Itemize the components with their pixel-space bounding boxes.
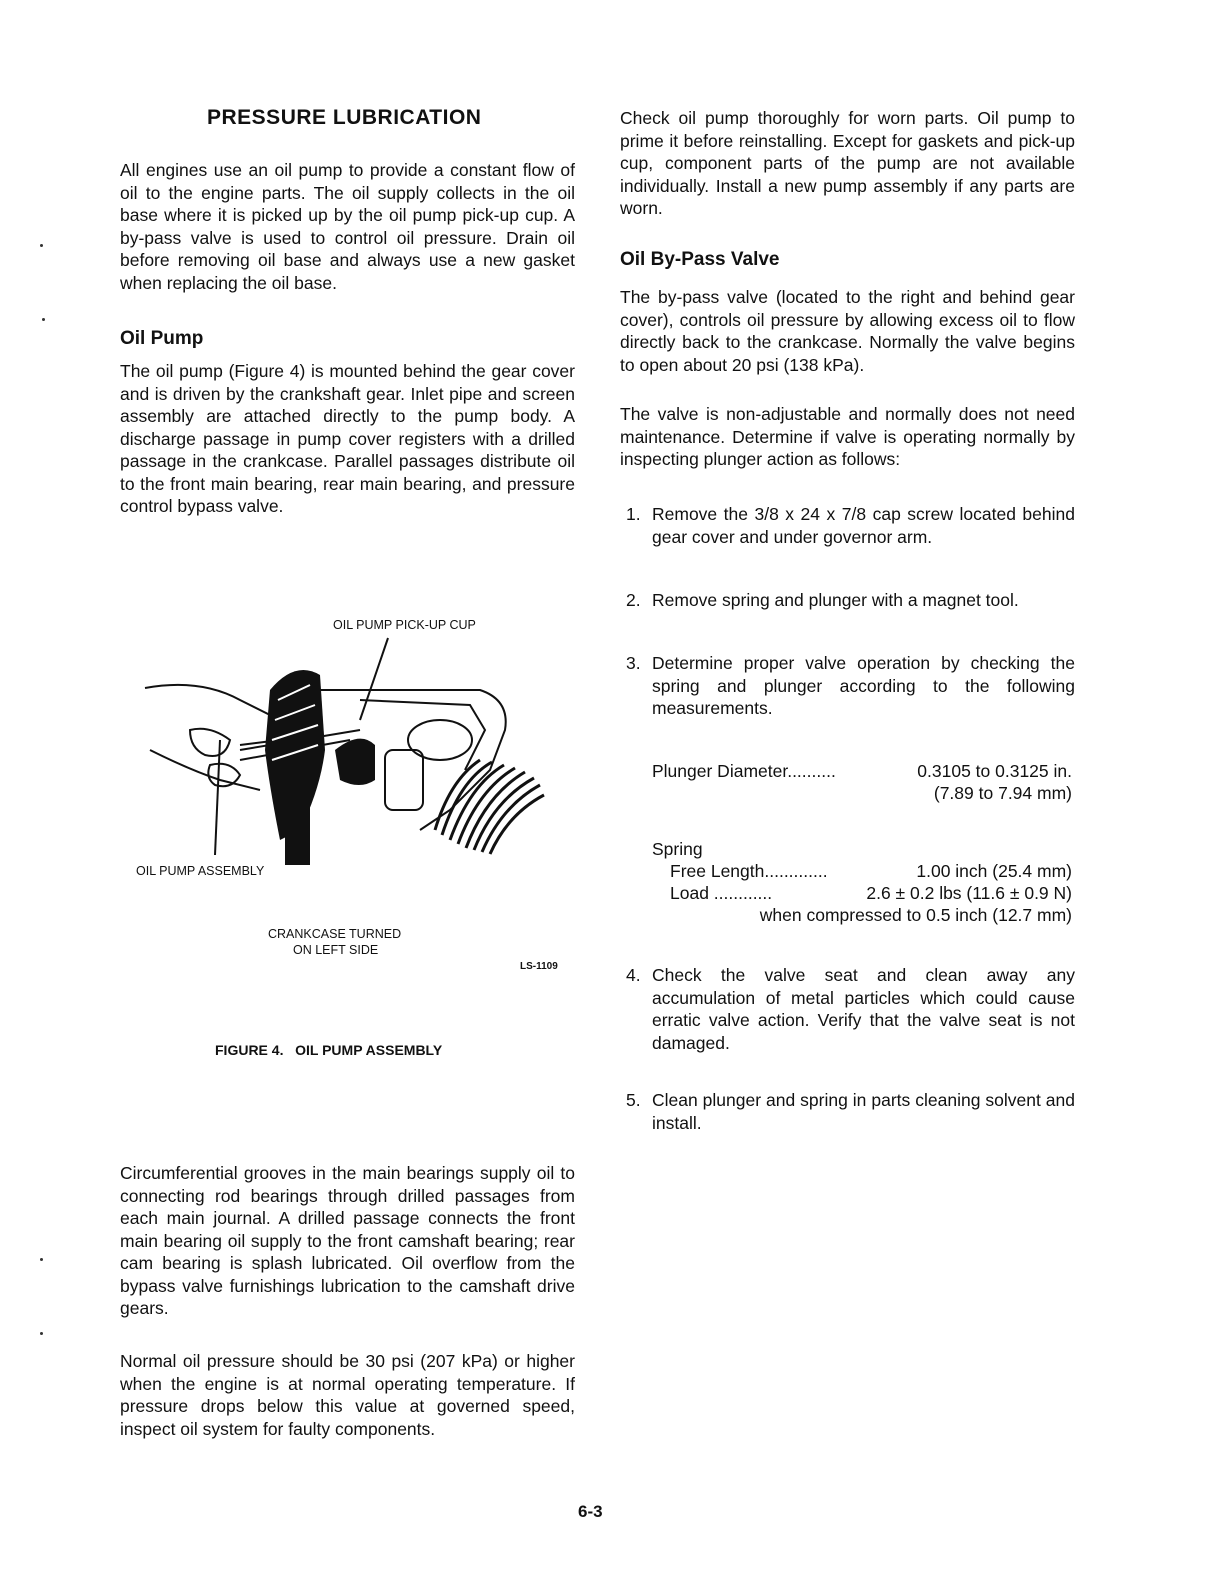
bypass-paragraph: The by-pass valve (located to the right and behind gear cover), controls oil pressure by allowing excess oil to flow directly back to the crankcase. Normally the valve begins to open about 20 psi (138 kPa). [620,287,1075,375]
spec-free-length-label: Free Length............. [670,861,828,881]
intro-paragraph: All engines use an oil pump to provide a constant flow of oil to the engine parts. The oil supply collects in the oil base where it is picked up by the oil pump pick-up cup. A by-pass valve is used to control oil pressure. Drain oil before removing oil base and always use a new gasket when replacing the oil base. [120,160,575,293]
spec-plunger-metric: (7.89 to 7.94 mm) [933,783,1072,803]
list-item-number: 5. [626,1090,641,1110]
circumferential-paragraph: Circumferential grooves in the main bearings supply oil to connecting rod bearings through drilled passages from each main journal. A drilled passage connects the front main bearing oil supply to the front camshaft bearing; rear cam bearing is splash lubricated. Oil overflow from the bypass valve furnishings lubrication to the camshaft drive gears. [120,1163,575,1318]
list-item-number: 1. [626,504,641,524]
valve-paragraph: The valve is non-adjustable and normally does not need maintenance. Determine if valve is operating normally by inspecting plunger action as follows: [620,404,1075,469]
list-item-text: Remove spring and plunger with a magnet tool. [652,590,1019,610]
scan-mark [40,1332,43,1335]
spec-plunger-label: Plunger Diameter.......... [652,761,836,781]
spec-spring-label: Spring [652,839,703,859]
heading-oil-bypass-valve: Oil By-Pass Valve [620,249,780,270]
list-item-number: 4. [626,965,641,985]
figure-label-crankcase-line1: CRANKCASE TURNED [268,927,402,941]
spec-load-note: when compressed to 0.5 inch (12.7 mm) [759,905,1072,925]
heading-oil-pump: Oil Pump [120,328,204,349]
list-item [620,1089,1075,1134]
section-heading-pressure-lubrication: PRESSURE LUBRICATION [207,106,482,129]
scan-mark [40,244,43,247]
list-item-text: Determine proper valve operation by checking the spring and plunger according to the following measurements. [652,653,1075,718]
figure-label-crankcase-line2: ON LEFT SIDE [293,943,379,957]
list-item-text: Clean plunger and spring in parts cleaning solvent and install. [652,1090,1075,1133]
oil-pump-paragraph: The oil pump (Figure 4) is mounted behind the gear cover and is driven by the crankshaft gear. Inlet pipe and screen assembly are attached directly to the pump body. A discharge passage in pump cover registers with a drilled passage in the crankcase. Parallel passages distribute oil to the front main bearing, rear main bearing, and pressure control bypass valve. [120,361,575,516]
figure-label-assembly: OIL PUMP ASSEMBLY [136,864,265,878]
list-item-text: Check the valve seat and clean away any accumulation of metal particles which could cause erratic valve action. Verify that the valve seat is not damaged. [652,965,1075,1053]
scan-mark [42,318,45,321]
page-number: 6-3 [578,1502,603,1521]
list-item-number: 3. [626,653,641,673]
list-item-number: 2. [626,590,641,610]
list-item-text: Remove the 3/8 x 24 x 7/8 cap screw located behind gear cover and under governor arm. [652,504,1075,547]
list-item [620,964,1075,1054]
list-item [620,652,1075,720]
spec-plunger-value: 0.3105 to 0.3125 in. [917,761,1072,781]
figure-ref-code: LS-1109 [520,961,558,972]
spec-load-value: 2.6 ± 0.2 lbs (11.6 ± 0.9 N) [866,883,1072,903]
list-item [620,589,1075,612]
check-pump-paragraph: Check oil pump thoroughly for worn parts. Oil pump to prime it before reinstalling. Except for gaskets and pick-up cup, component parts of the pump are not available individually. Install a new pump assembly if any parts are worn. [620,108,1075,218]
figure-caption: FIGURE 4. OIL PUMP ASSEMBLY [215,1042,443,1058]
spec-load-label: Load ............ [670,883,773,903]
oil-pump-illustration [120,630,570,890]
spec-free-length-value: 1.00 inch (25.4 mm) [916,861,1072,881]
normal-pressure-paragraph: Normal oil pressure should be 30 psi (207 kPa) or higher when the engine is at normal operating temperature. If pressure drops below this value at governed speed, inspect oil system for faulty components. [120,1351,575,1439]
list-item [620,503,1075,548]
figure-label-pickup-cup: OIL PUMP PICK-UP CUP [333,618,476,632]
scan-mark [40,1258,43,1261]
